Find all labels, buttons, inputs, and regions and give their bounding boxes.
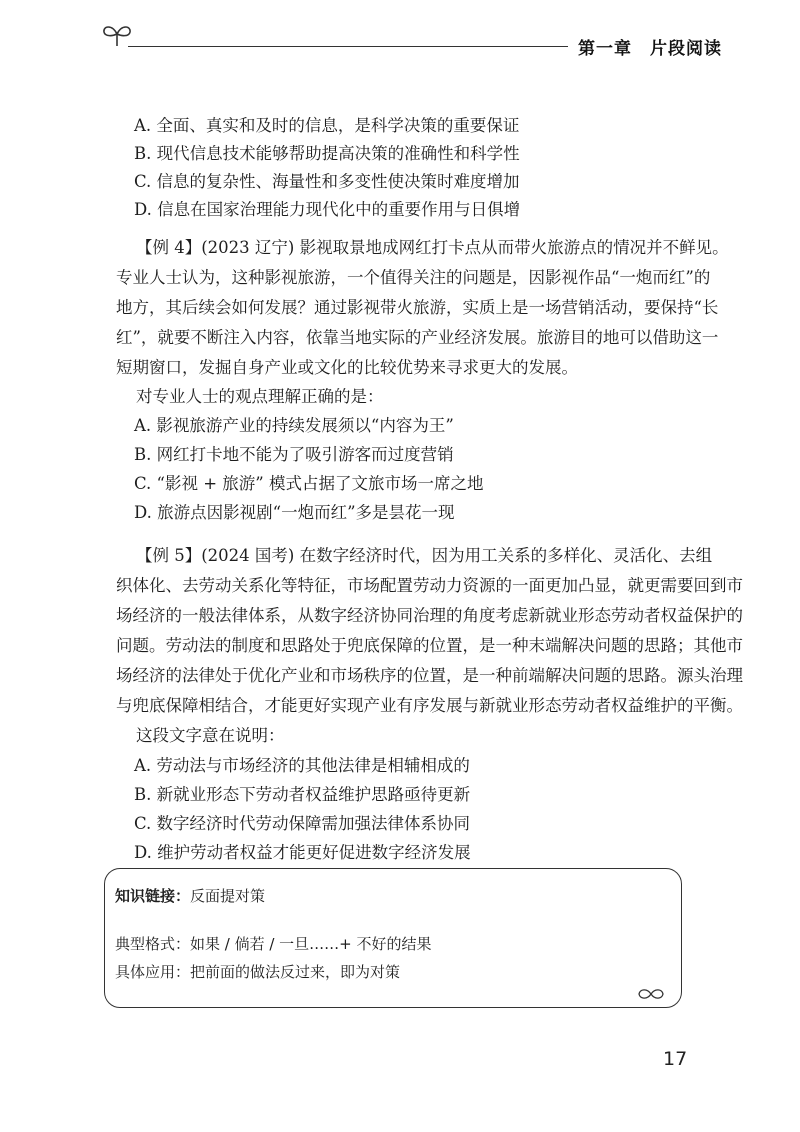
example5-question: 这段文字意在说明： xyxy=(136,726,285,745)
example4-line-5: 短期窗口，发掘自身产业或文化的比较优势来寻求更大的发展。 xyxy=(116,358,578,377)
example4-option-a: A. 影视旅游产业的持续发展须以“内容为王” xyxy=(134,416,454,435)
example5-line-6: 与兜底保障相结合，才能更好实现产业有序发展与新就业形态劳动者权益维护的平衡。 xyxy=(116,696,743,715)
example5-option-a: A. 劳动法与市场经济的其他法律是相辅相成的 xyxy=(134,756,470,775)
example5-line-5: 场经济的法律处于优化产业和市场秩序的位置，是一种前端解决问题的思路。源头治理 xyxy=(116,666,743,685)
knowledge-heading xyxy=(115,885,265,906)
example4-line-4: 红”，就要不断注入内容，依靠当地实际的产业经济发展。旅游目的地可以借助这一 xyxy=(116,328,719,347)
example4-line-1: 【例 4】(2023 辽宁) 影视取景地成网红打卡点从而带火旅游点的情况并不鲜见。 xyxy=(136,238,729,257)
knowledge-topic: 反面提对策 xyxy=(190,887,266,905)
chapter-number: 第一章 xyxy=(578,39,632,59)
chapter-header xyxy=(578,34,722,59)
example4-option-d: D. 旅游点因影视剧“一炮而红”多是昙花一现 xyxy=(134,503,455,522)
example5-line-4: 问题。劳动法的制度和思路处于兜底保障的位置，是一种末端解决问题的思路；其他市 xyxy=(116,636,743,655)
example4-line-3: 地方，其后续会如何发展？通过影视带火旅游，实质上是一场营销活动，要保持“长 xyxy=(116,298,719,317)
knowledge-link-box xyxy=(104,868,682,1008)
example5-line-1: 【例 5】(2024 国考) 在数字经济时代，因为用工关系的多样化、灵活化、去组 xyxy=(136,546,713,565)
prev-option-a: A. 全面、真实和及时的信息，是科学决策的重要保证 xyxy=(134,116,520,135)
example4-line-2: 专业人士认为，这种影视旅游，一个值得关注的问题是，因影视作品“一炮而红”的 xyxy=(116,268,711,287)
knowledge-application-line: 具体应用：把前面的做法反过来，即为对策 xyxy=(115,963,401,981)
page-number: 17 xyxy=(663,1048,688,1070)
example5-option-c: C. 数字经济时代劳动保障需加强法律体系协同 xyxy=(134,814,471,833)
prev-option-c: C. 信息的复杂性、海量性和多变性使决策时难度增加 xyxy=(134,172,520,191)
prev-option-d: D. 信息在国家治理能力现代化中的重要作用与日俱增 xyxy=(134,200,521,219)
prev-option-b: B. 现代信息技术能够帮助提高决策的准确性和科学性 xyxy=(134,144,520,163)
knowledge-format-line: 典型格式：如果 / 倘若 / 一旦……+ 不好的结果 xyxy=(115,935,432,953)
header-rule xyxy=(128,46,568,47)
example4-option-c: C. “影视 + 旅游” 模式占据了文旅市场一席之地 xyxy=(134,474,484,493)
example5-line-3: 场经济的一般法律体系，从数字经济协同治理的角度考虑新就业形态劳动者权益保护的 xyxy=(116,606,743,625)
leaf-ornament-icon xyxy=(637,987,665,1001)
example5-option-b: B. 新就业形态下劳动者权益维护思路亟待更新 xyxy=(134,785,471,804)
chapter-title: 片段阅读 xyxy=(650,39,722,59)
example5-line-2: 织体化、去劳动关系化等特征，市场配置劳动力资源的一面更加凸显，就更需要回到市 xyxy=(116,576,743,595)
example5-option-d: D. 维护劳动者权益才能更好促进数字经济发展 xyxy=(134,843,471,862)
example4-option-b: B. 网红打卡地不能为了吸引游客而过度营销 xyxy=(134,445,454,464)
example4-question: 对专业人士的观点理解正确的是： xyxy=(136,387,384,406)
sprout-icon xyxy=(100,22,134,48)
knowledge-label: 知识链接： xyxy=(115,887,191,905)
